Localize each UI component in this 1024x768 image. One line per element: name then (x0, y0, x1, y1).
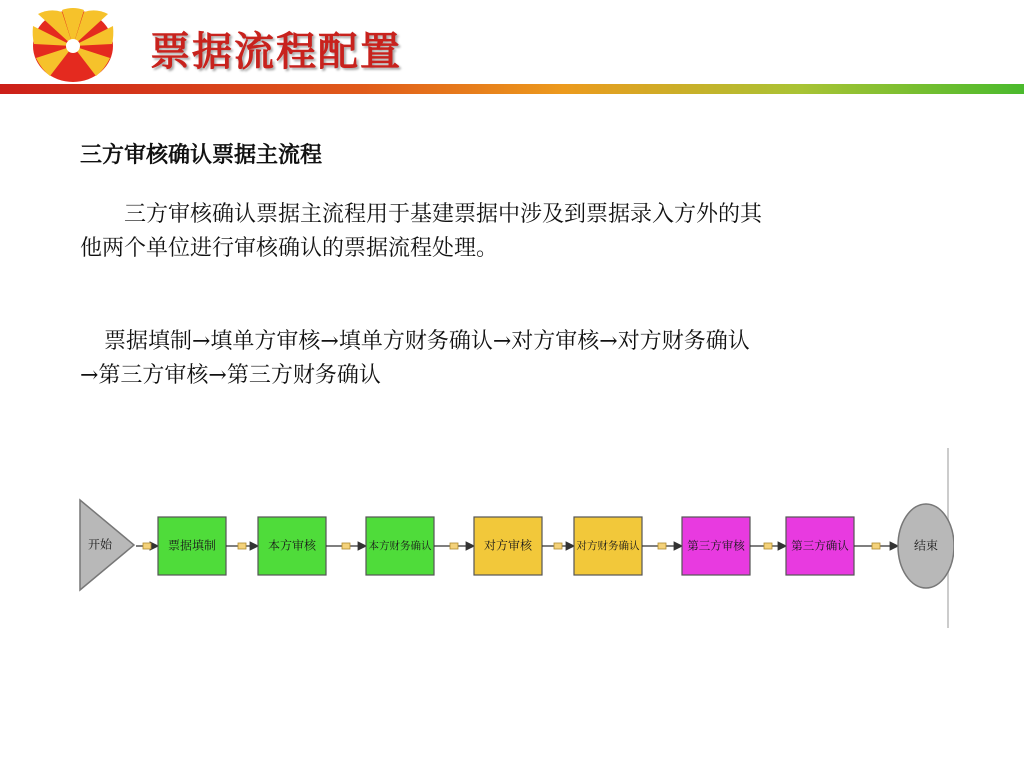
connector-handle-3 (450, 543, 458, 549)
flow-node-label-4: 对方审核 (483, 538, 533, 553)
connector-handle-0 (143, 543, 151, 549)
description-line-2: 他两个单位进行审核确认的票据流程处理。 (80, 236, 499, 261)
workflow-diagram-svg (78, 448, 954, 628)
end-node-label: 结束 (913, 538, 939, 553)
start-node-label: 开始 (87, 537, 113, 552)
connector-handle-4 (554, 543, 562, 549)
connector-handle-5 (658, 543, 666, 549)
flow-steps-paragraph (80, 325, 960, 393)
title-divider (0, 84, 1024, 94)
flow-steps-line-1: 票据填制→填单方审核→填单方财务确认→对方审核→对方财务确认 (104, 329, 750, 354)
company-logo (28, 6, 118, 86)
section-heading: 三方审核确认票据主流程 (80, 143, 323, 168)
description-line-1: 三方审核确认票据主流程用于基建票据中涉及到票据录入方外的其 (124, 202, 763, 227)
flow-node-label-1: 票据填制 (167, 538, 217, 553)
description-paragraph (80, 198, 960, 266)
connector-handle-6 (764, 543, 772, 549)
slide-title: 票据流程配置 (150, 28, 402, 75)
flow-node-label-7: 第三方确认 (791, 538, 849, 553)
connector-handle-1 (238, 543, 246, 549)
flow-node-label-6: 第三方审核 (687, 538, 745, 553)
flow-node-label-5: 对方财务确认 (576, 540, 640, 552)
workflow-diagram (78, 448, 954, 628)
flow-node-label-3: 本方财务确认 (368, 540, 432, 552)
connector-handle-7 (872, 543, 880, 549)
flow-steps-line-2: →第三方审核→第三方财务确认 (80, 363, 381, 388)
flow-node-label-2: 本方审核 (267, 538, 317, 553)
connector-handle-2 (342, 543, 350, 549)
